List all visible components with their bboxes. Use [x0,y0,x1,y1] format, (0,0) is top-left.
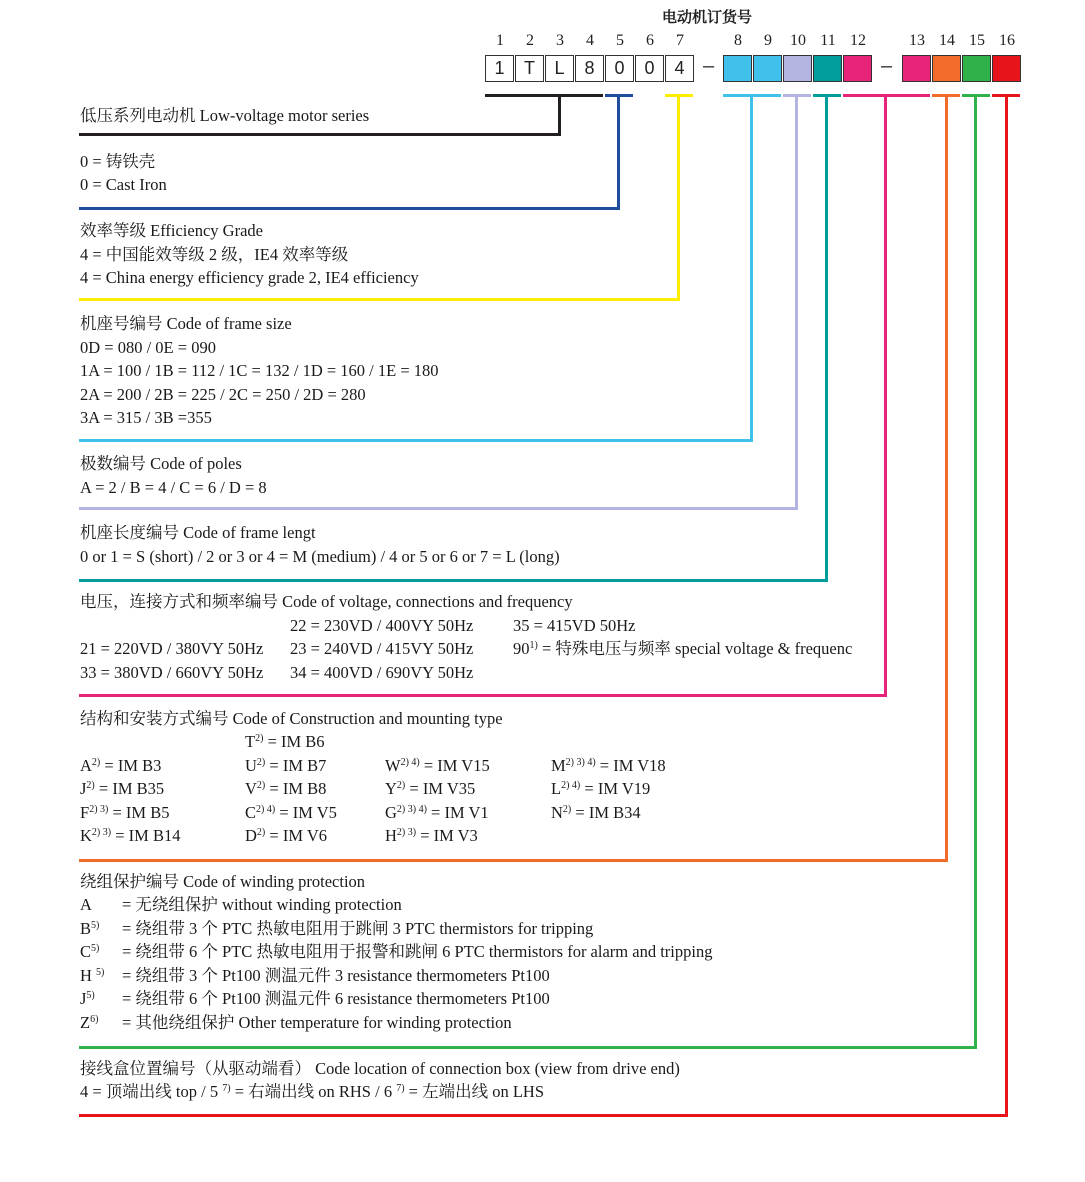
voltage-code-35: 35 = 415VD 50Hz [513,616,636,635]
winding-description: = 绕组带 6 个 PTC 热敏电阻用于报警和跳闸 6 PTC thermistors for alarm and tripping [122,942,713,962]
winding-code: $C^{5)}$ [80,942,100,962]
position-number: 3 [556,32,564,49]
position-number: 14 [939,32,955,49]
conn_box-connector-bottom [79,1114,1008,1117]
mounting-connector-bottom [79,859,948,862]
position-number: 10 [790,32,806,49]
code-box: 8 [575,55,604,82]
position-number: 12 [850,32,866,49]
frame_size-connector-bottom [79,439,753,442]
frame_length-connector-vertical [825,94,828,581]
conn-box-title: 接线盒位置编号（从驱动端看） Code location of connection box (view from drive end) [80,1059,680,1078]
winding-description: = 无绕组保护 without winding protection [122,895,402,914]
winding-description: = 其他绕组保护 Other temperature for winding protection [122,1013,512,1032]
winding-title: 绕组保护编号 Code of winding protection [80,872,366,891]
voltage-code-23: 23 = 240VD / 415VY 50Hz [290,639,474,658]
series-connector-vertical [558,94,561,135]
mounting-item: $H^{2) 3)}$ = IM V3 [385,826,478,845]
winding-code: $J^{5)}$ [80,989,95,1009]
material-line-cn: 0 = 铸铁壳 [80,152,156,171]
frame-size-row: 3A = 315 / 3B =355 [80,408,212,427]
position-number: 4 [586,32,594,49]
code-box [992,55,1021,82]
series-connector-bottom [79,133,561,136]
separator-dash-2: – [881,55,893,77]
frame_size-connector-vertical [750,94,753,441]
code-box [843,55,872,82]
code-box [962,55,991,82]
efficiency-line-cn: 4 = 中国能效等级 2 级，IE4 效率等级 [80,245,349,264]
material-connector-bottom [79,207,620,210]
efficiency-line-en: 4 = China energy efficiency grade 2, IE4 efficiency [80,268,419,287]
conn-box-row: 4 = 顶端出线 top / 5 $^{7)}$ = 右端出线 on RHS / 6 $^{7)}$ = 左端出线 on LHS [80,1082,545,1101]
code-box [932,55,961,82]
code-box: 1 [485,55,514,82]
position-number: 9 [764,32,772,49]
mounting-item: $U^{2)}$ = IM B7 [245,756,327,775]
winding-code: $Z^{6)}$ [80,1013,99,1032]
code-box: L [545,55,574,82]
winding-connector-vertical [974,94,977,1048]
poles-connector-bottom [79,507,798,510]
voltage-code-21: 21 = 220VD / 380VY 50Hz [80,639,264,658]
position-number: 13 [909,32,925,49]
winding-description: = 绕组带 3 个 Pt100 测温元件 3 resistance thermometers Pt100 [122,965,550,985]
poles-title: 极数编号 Code of poles [80,454,242,473]
position-number: 1 [496,32,504,49]
frame-size-row: 0D = 080 / 0E = 090 [80,338,216,357]
mounting-item: $A^{2)}$ = IM B3 [80,756,162,775]
mounting-item: $D^{2)}$ = IM V6 [245,826,327,845]
poles-connector-vertical [795,94,798,509]
frame-size-row: 1A = 100 / 1B = 112 / 1C = 132 / 1D = 160 / 1E = 180 [80,361,439,380]
frame-size-title: 机座号编号 Code of frame size [80,314,292,333]
position-number: 7 [676,32,684,49]
code-box [813,55,842,82]
series-label: 低压系列电动机 Low-voltage motor series [80,106,370,125]
mounting-item: $C^{2) 4)}$ = IM V5 [245,803,337,822]
winding-connector-bottom [79,1046,977,1049]
mounting-item: $J^{2)}$ = IM B35 [80,779,165,798]
winding-description: = 绕组带 3 个 PTC 热敏电阻用于跳闸 3 PTC thermistors for tripping [122,918,594,938]
code-box: T [515,55,544,82]
voltage-connector-vertical [884,94,887,696]
separator-dash-1: – [703,55,715,77]
voltage-code-34: 34 = 400VD / 690VY 50Hz [290,663,474,682]
series-connector-top [485,94,603,97]
winding-description: = 绕组带 6 个 Pt100 测温元件 6 resistance thermometers Pt100 [122,989,550,1009]
mounting-item: $K^{2) 3)}$ = IM B14 [80,826,181,845]
position-number: 11 [820,32,836,49]
winding-code: $B^{5)}$ [80,918,100,938]
material-line-en: 0 = Cast Iron [80,175,167,194]
mounting-title: 结构和安装方式编号 Code of Construction and mounting type [80,709,503,728]
order-number-title: 电动机订货号 [662,8,753,26]
position-number: 8 [734,32,742,49]
code-box [902,55,931,82]
mounting-item: $F^{2) 3)}$ = IM B5 [80,803,170,822]
frame-length-title: 机座长度编号 Code of frame lengt [80,523,316,542]
mounting-item: $V^{2)}$ = IM B8 [245,779,327,798]
code-box [783,55,812,82]
efficiency-connector-vertical [677,94,680,300]
code-box: 0 [635,55,664,82]
position-number: 16 [999,32,1015,49]
position-number: 5 [616,32,624,49]
voltage-connector-bottom [79,694,887,697]
mounting-item: $W^{2) 4)}$ = IM V15 [385,756,490,775]
frame-length-row: 0 or 1 = S (short) / 2 or 3 or 4 = M (medium) / 4 or 5 or 6 or 7 = L (long) [80,547,560,566]
position-number: 15 [969,32,985,49]
winding-code: H $^{5)}$ [80,965,105,985]
position-number: 6 [646,32,654,49]
mounting-item: $T^{2)}$ = IM B6 [245,732,325,751]
mounting-connector-vertical [945,94,948,861]
code-box [753,55,782,82]
mounting-item: $N^{2)}$ = IM B34 [551,803,641,822]
position-number: 2 [526,32,534,49]
poles-row: A = 2 / B = 4 / C = 6 / D = 8 [80,478,267,497]
mounting-item: $Y^{2)}$ = IM V35 [385,779,476,798]
code-box [723,55,752,82]
voltage-code-33: 33 = 380VD / 660VY 50Hz [80,663,264,682]
frame_length-connector-bottom [79,579,828,582]
code-box: 4 [665,55,694,82]
material-connector-vertical [617,94,620,209]
winding-code: A [80,895,92,914]
frame-size-row: 2A = 200 / 2B = 225 / 2C = 250 / 2D = 280 [80,385,366,404]
conn_box-connector-vertical [1005,94,1008,1116]
efficiency-title: 效率等级 Efficiency Grade [80,221,263,240]
voltage-code-90: $90^{1)}$ = 特殊电压与频率 special voltage & frequenc [513,639,853,658]
mounting-item: $L^{2) 4)}$ = IM V19 [551,779,651,798]
efficiency-connector-bottom [79,298,680,301]
mounting-item: $M^{2) 3) 4)}$ = IM V18 [551,756,666,775]
voltage-title: 电压，连接方式和频率编号 Code of voltage, connections and frequency [80,592,573,611]
voltage-code-22: 22 = 230VD / 400VY 50Hz [290,616,474,635]
mounting-item: $G^{2) 3) 4)}$ = IM V1 [385,803,489,822]
code-box: 0 [605,55,634,82]
